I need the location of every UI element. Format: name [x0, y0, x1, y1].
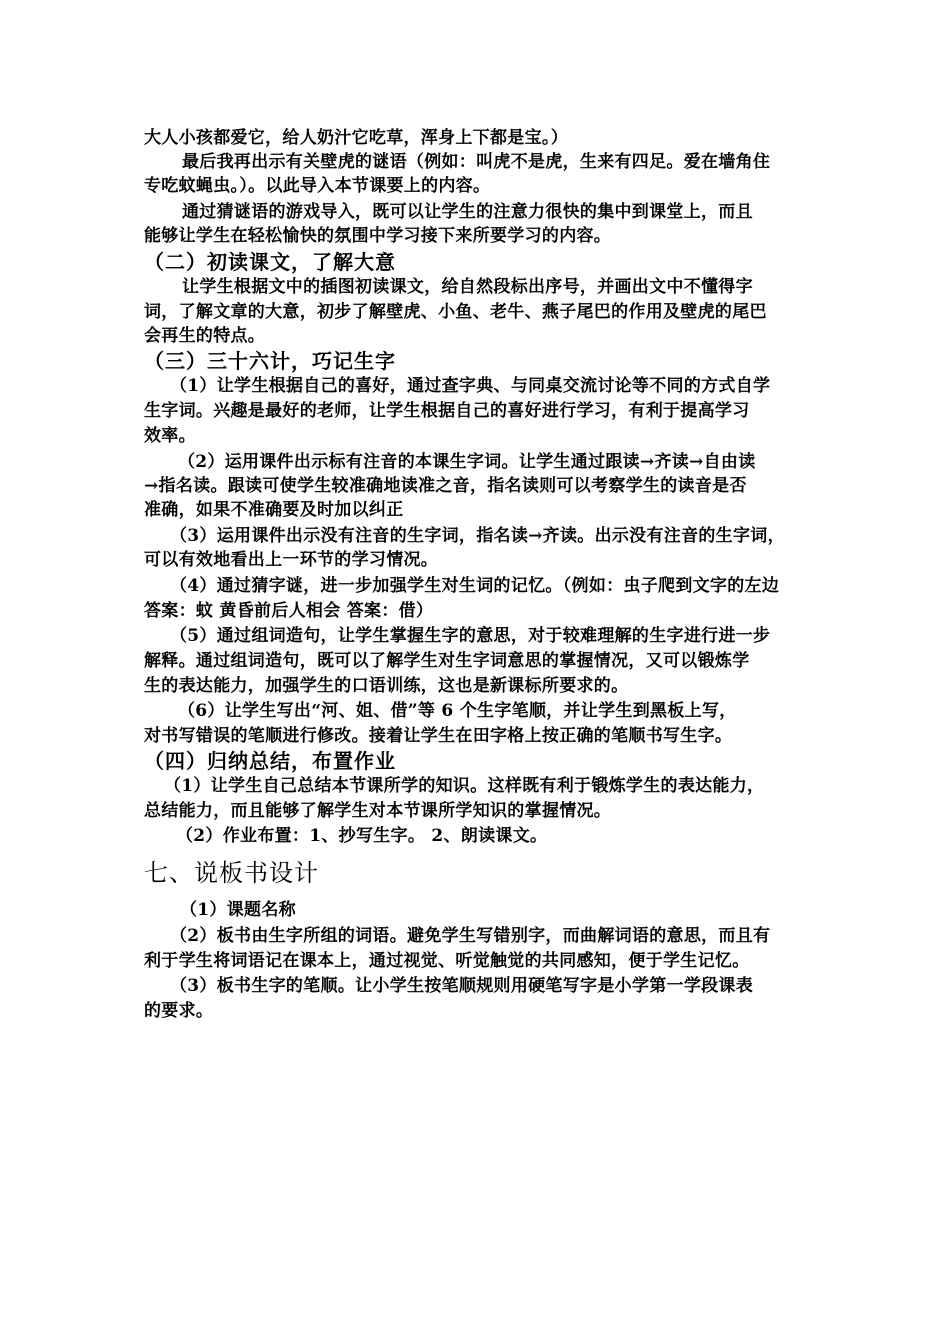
paragraph-line: （1）让学生自己总结本节课所学的知识。这样既有利于锻炼学生的表达能力， — [164, 776, 765, 796]
paragraph-line: 最后我再出示有关壁虎的谜语（例如：叫虎不是虎，生来有四足。爱在墙角住 — [182, 152, 771, 172]
paragraph-line: （2）作业布置：1、抄写生字。 2、朗读课文。 — [176, 826, 548, 846]
paragraph-line: →指名读。跟读可使学生较准确地读准之音，指名读则可以考察学生的读音是否 — [144, 476, 747, 496]
paragraph-line: 效率。 — [144, 426, 196, 446]
paragraph-line: 大人小孩都爱它，给人奶汁它吃草，浑身上下都是宝。） — [144, 128, 568, 148]
paragraph-line: 专吃蚊蝇虫。）。以此导入本节课要上的内容。 — [144, 176, 491, 196]
paragraph-line: 生的表达能力，加强学生的口语训练，这也是新课标所要求的。 — [144, 676, 629, 696]
paragraph-line: 词，了解文章的大意，初步了解壁虎、小鱼、老牛、燕子尾巴的作用及壁虎的尾巴 — [144, 302, 767, 322]
paragraph-line: 答案：蚊 黄昏前后人相会 答案：借） — [144, 601, 434, 621]
chapter-heading: 七、说板书设计 — [144, 859, 319, 887]
paragraph-line: 生字词。兴趣是最好的老师，让学生根据自己的喜好进行学习，有利于提高学习 — [144, 401, 750, 421]
section-heading: （二）初读课文，了解大意 — [144, 250, 396, 274]
paragraph-line: 让学生根据文中的插图初读课文，给自然段标出序号，并画出文中不懂得字 — [182, 277, 753, 297]
paragraph-line: 的要求。 — [144, 1001, 214, 1021]
paragraph-line: （5）通过组词造句，让学生掌握生字的意思，对于较难理解的生字进行进一步 — [170, 626, 771, 646]
paragraph-line: （1）课题名称 — [180, 900, 296, 920]
paragraph-line: （3）运用课件出示没有注音的生字词，指名读→齐读。出示没有注音的生字词， — [170, 526, 785, 546]
paragraph-line: （3）板书生字的笔顺。让小学生按笔顺规则用硬笔写字是小学第一学段课表 — [170, 976, 754, 996]
section-heading: （四）归纳总结，布置作业 — [144, 749, 396, 773]
paragraph-line: （2）板书由生字所组的词语。避免学生写错别字，而曲解词语的意思，而且有 — [170, 926, 771, 946]
paragraph-line: 通过猜谜语的游戏导入，既可以让学生的注意力很快的集中到课堂上，而且 — [182, 202, 753, 222]
paragraph-line: 利于学生将词语记在课本上，通过视觉、听觉触觉的共同感知，便于学生记忆。 — [144, 951, 750, 971]
paragraph-line: （2）运用课件出示标有注音的本课生字词。让学生通过跟读→齐读→自由读 — [178, 452, 756, 472]
paragraph-line: 会再生的特点。 — [144, 326, 266, 346]
paragraph-line: 解释。通过组词造句，既可以了解学生对生字词意思的掌握情况，又可以锻炼学 — [144, 651, 750, 671]
section-heading: （三）三十六计，巧记生字 — [144, 349, 396, 373]
paragraph-line: 总结能力，而且能够了解学生对本节课所学知识的掌握情况。 — [144, 801, 612, 821]
paragraph-line: 对书写错误的笔顺进行修改。接着让学生在田字格上按正确的笔顺书写生字。 — [144, 726, 733, 746]
paragraph-line: 能够让学生在轻松愉快的氛围中学习接下来所要学习的内容。 — [144, 226, 612, 246]
paragraph-line: （6）让学生写出“河、姐、借”等 6 个生字笔顺，并让学生到黑板上写， — [178, 701, 737, 721]
paragraph-line: （1）让学生根据自己的喜好，通过查字典、与同桌交流讨论等不同的方式自学 — [170, 376, 771, 396]
paragraph-line: （4）通过猜字谜，进一步加强学生对生词的记忆。（例如：虫子爬到文字的左边 — [170, 576, 780, 596]
paragraph-line: 准确，如果不准确要及时加以纠正 — [144, 500, 404, 520]
paragraph-line: 可以有效地看出上一环节的学习情况。 — [144, 550, 439, 570]
